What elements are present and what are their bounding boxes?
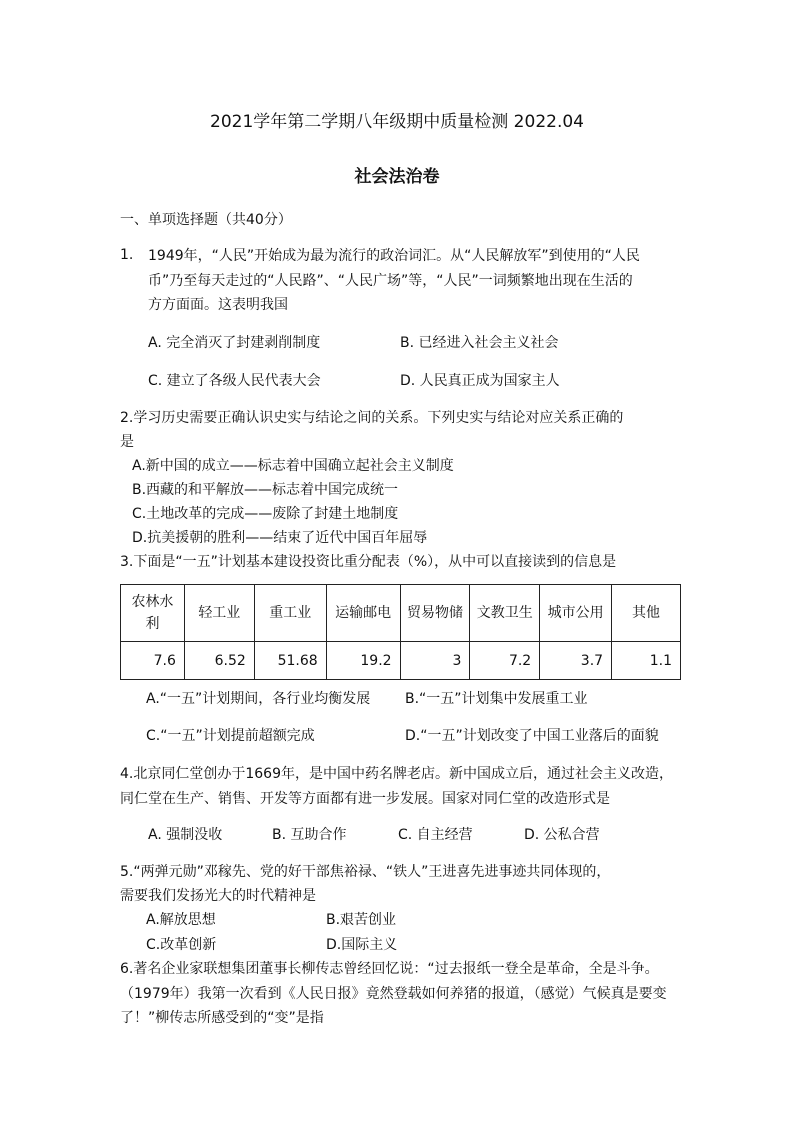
q1-stem-line1: 1949年，“人民”开始成为最为流行的政治词汇。从“人民解放军”到使用的“人民	[148, 248, 640, 264]
q1-option-d[interactable]: D. 人民真正成为国家主人	[400, 373, 560, 389]
table-header-row	[121, 585, 681, 642]
table-header-cell: 运输邮电	[326, 585, 400, 642]
table-cell: 51.68	[254, 642, 326, 680]
section-heading: 一、单项选择题（共40分）	[120, 212, 292, 228]
q2-stem-line2: 是	[120, 434, 134, 450]
table-cell: 3	[400, 642, 470, 680]
q5-option-b[interactable]: B.艰苦创业	[326, 912, 397, 928]
q4-option-a[interactable]: A. 强制没收	[148, 827, 223, 843]
table-header-cell: 文教卫生	[470, 585, 540, 642]
q3-option-b[interactable]: B.“一五”计划集中发展重工业	[405, 691, 588, 707]
table-cell: 7.6	[121, 642, 185, 680]
q1-option-c[interactable]: C. 建立了各级人民代表大会	[148, 373, 321, 389]
q5-stem-line2: 需要我们发扬光大的时代精神是	[120, 888, 316, 904]
q1-option-b[interactable]: B. 已经进入社会主义社会	[400, 335, 559, 351]
q5-stem-line1: 5.“两弹元勋”邓稼先、党的好干部焦裕禄、“铁人”王进喜先进事迹共同体现的，	[120, 864, 611, 880]
q5-option-d[interactable]: D.国际主义	[326, 937, 398, 953]
q1-stem-line3: 方方面面。这表明我国	[148, 297, 288, 313]
q5-option-c[interactable]: C.改革创新	[146, 937, 217, 953]
q5-option-a[interactable]: A.解放思想	[146, 912, 216, 928]
q3-stem: 3.下面是“一五”计划基本建设投资比重分配表（%），从中可以直接读到的信息是	[120, 554, 617, 570]
q2-option-b[interactable]: B.西藏的和平解放——标志着中国完成统一	[132, 482, 399, 498]
table-row	[121, 642, 681, 680]
q6-stem-line1: 6.著名企业家联想集团董事长柳传志曾经回忆说：“过去报纸一登全是革命，全是斗争。	[120, 961, 659, 977]
q1-option-a[interactable]: A. 完全消灭了封建剥削制度	[148, 335, 321, 351]
q2-stem-line1: 2.学习历史需要正确认识史实与结论之间的关系。下列史实与结论对应关系正确的	[120, 410, 624, 426]
q4-option-c[interactable]: C. 自主经营	[398, 827, 473, 843]
exam-subtitle: 社会法治卷	[354, 167, 440, 187]
q6-stem-line2: （1979年）我第一次看到《人民日报》竟然登载如何养猪的报道，（感觉）气候真是要变	[120, 986, 667, 1002]
table-header-cell: 重工业	[254, 585, 326, 642]
q1-stem-line2: 币”乃至每天走过的“人民路”、“人民广场”等，“人民”一词频繁地出现在生活的	[148, 273, 633, 289]
q2-option-d[interactable]: D.抗美援朝的胜利——结束了近代中国百年屈辱	[132, 530, 428, 546]
table-header-cell: 其他	[612, 585, 681, 642]
q6-stem-line3: 了！”柳传志所感受到的“变”是指	[120, 1010, 324, 1026]
table-cell: 19.2	[326, 642, 400, 680]
table-cell: 7.2	[470, 642, 540, 680]
q3-option-d[interactable]: D.“一五”计划改变了中国工业落后的面貌	[405, 728, 659, 744]
q4-option-b[interactable]: B. 互助合作	[272, 827, 347, 843]
q4-stem-line2: 同仁堂在生产、销售、开发等方面都有进一步发展。国家对同仁堂的改造形式是	[120, 791, 610, 807]
table-cell: 3.7	[540, 642, 612, 680]
table-cell: 6.52	[184, 642, 254, 680]
q2-option-c[interactable]: C.土地改革的完成——废除了封建土地制度	[132, 506, 399, 522]
investment-table	[120, 584, 681, 680]
q3-option-c[interactable]: C.“一五”计划提前超额完成	[146, 728, 315, 744]
q4-option-d[interactable]: D. 公私合营	[524, 827, 600, 843]
q4-stem-line1: 4.北京同仁堂创办于1669年，是中国中药名牌老店。新中国成立后，通过社会主义改造，	[120, 766, 673, 782]
table-header-cell: 贸易物储	[400, 585, 470, 642]
table-header-cell: 城市公用	[540, 585, 612, 642]
q3-option-a[interactable]: A.“一五”计划期间，各行业均衡发展	[146, 691, 371, 707]
q1-number: 1.	[120, 247, 134, 263]
exam-title: 2021学年第二学期八年级期中质量检测 2022.04	[210, 112, 584, 132]
table-cell: 1.1	[612, 642, 681, 680]
q2-option-a[interactable]: A.新中国的成立——标志着中国确立起社会主义制度	[132, 458, 454, 474]
table-header-cell: 轻工业	[184, 585, 254, 642]
table-header-cell: 农林水利	[121, 585, 185, 642]
